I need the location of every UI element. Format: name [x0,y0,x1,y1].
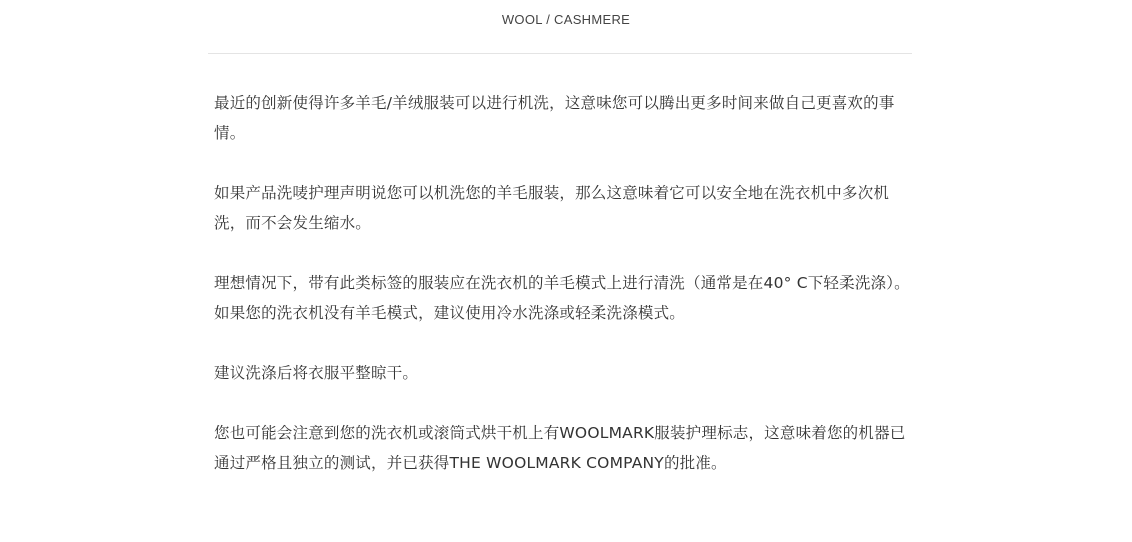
section-title: WOOL / CASHMERE [501,12,631,27]
paragraph-dry-flat: 建议洗涤后将衣服平整晾干。 [214,364,419,382]
paragraph-wool-mode: 理想情况下，带有此类标签的服装应在洗衣机的羊毛模式上进行清洗（通常是在40° C下轻柔洗涤）。如果您的洗衣机没有羊毛模式，建议使用冷水洗涤或轻柔洗涤模式。 [214,274,910,322]
section-header [0,0,1132,42]
paragraph-machine-wash-intro: 最近的创新使得许多羊毛/羊绒服装可以进行机洗，这意味您可以腾出更多时间来做自己更喜欢的事情。 [214,94,895,142]
paragraph-woolmark: 您也可能会注意到您的洗衣机或滚筒式烘干机上有WOOLMARK服装护理标志，这意味着您的机器已通过严格且独立的测试，并已获得THE WOOLMARK COMPANY的批准。 [214,424,906,472]
paragraph-care-label: 如果产品洗唛护理声明说您可以机洗您的羊毛服装，那么这意味着它可以安全地在洗衣机中多次机洗，而不会发生缩水。 [214,184,890,232]
care-instructions-content [214,88,918,508]
divider [208,53,912,54]
